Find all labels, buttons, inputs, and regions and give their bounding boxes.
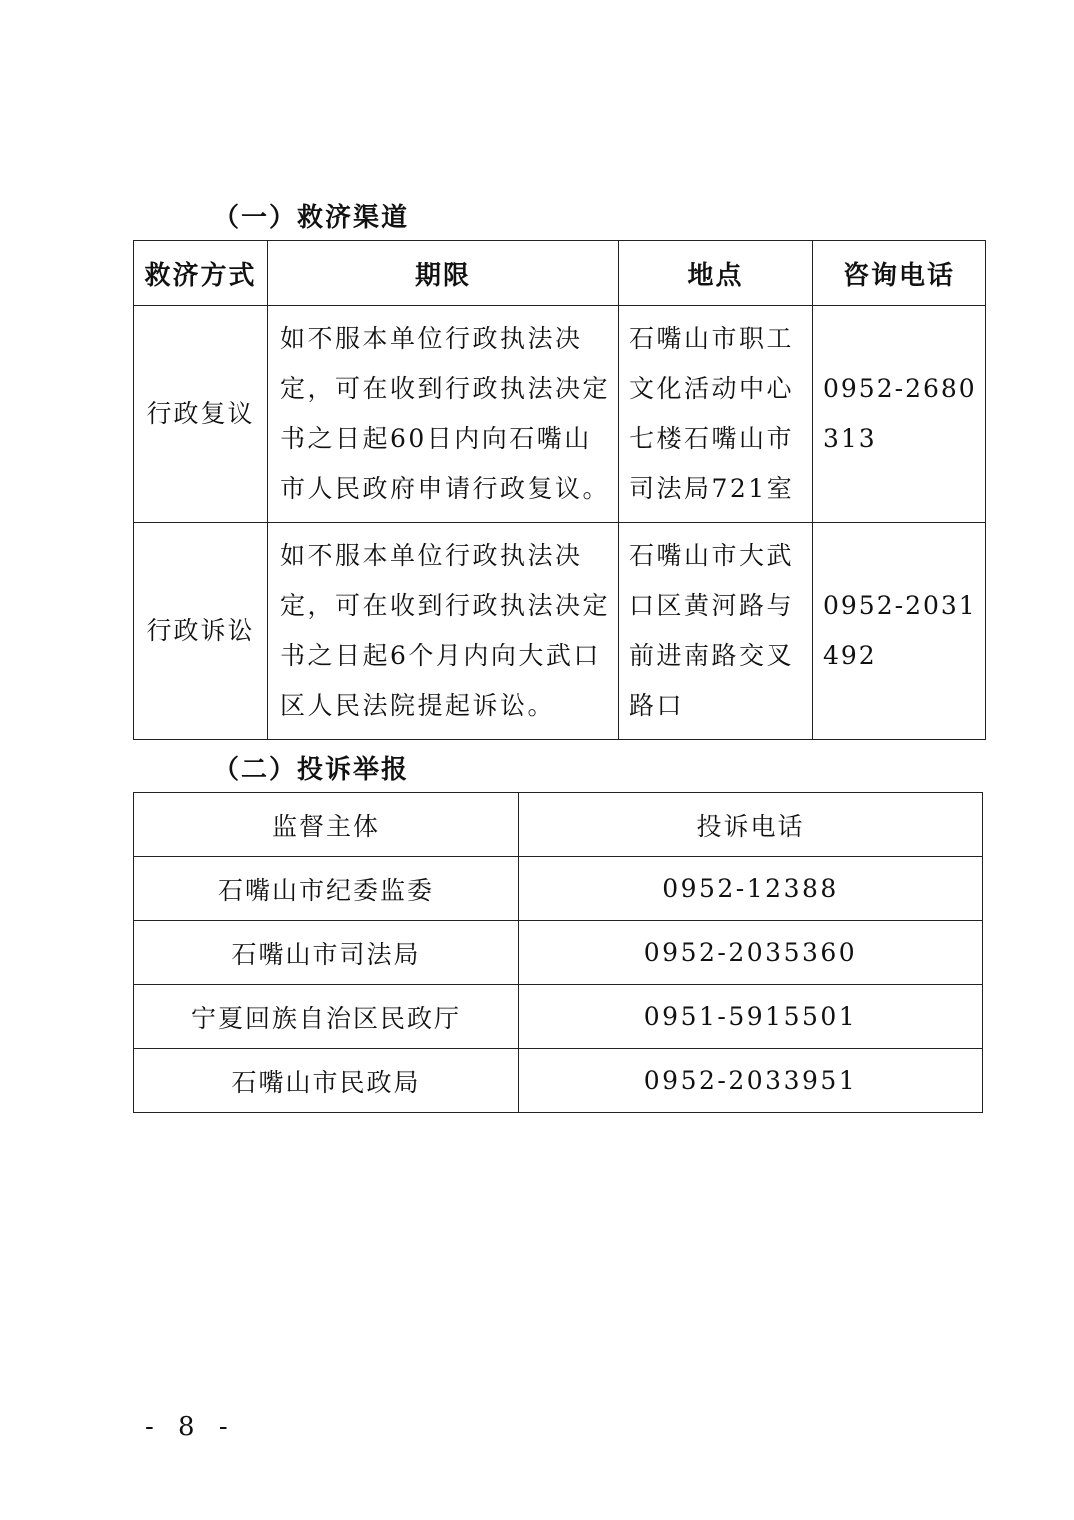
remedy-phone: 0952-2031492 [813, 523, 986, 740]
table-row [134, 857, 983, 921]
column-header-place: 地点 [619, 241, 813, 306]
remedy-place: 石嘴山市职工文化活动中心七楼石嘴山市司法局721室 [619, 306, 813, 523]
table-header-row [134, 793, 983, 857]
page-number: - 8 - [145, 1412, 236, 1442]
remedy-method: 行政诉讼 [134, 523, 268, 740]
remedy-phone: 0952-2680313 [813, 306, 986, 523]
supervisor-name: 石嘴山市司法局 [134, 921, 519, 985]
supervisor-name: 宁夏回族自治区民政厅 [134, 985, 519, 1049]
complaint-phone: 0952-2033951 [519, 1049, 983, 1113]
complaint-table [133, 792, 983, 1113]
remedy-term: 如不服本单位行政执法决定，可在收到行政执法决定书之日起60日内向石嘴山市人民政府申请行政复议。 [268, 306, 619, 523]
table-row [134, 1049, 983, 1113]
remedy-term: 如不服本单位行政执法决定，可在收到行政执法决定书之日起6个月内向大武口区人民法院提起诉讼。 [268, 523, 619, 740]
table-row [134, 306, 986, 523]
column-header-complaint-phone: 投诉电话 [519, 793, 983, 857]
remedy-channels-table [133, 240, 986, 740]
remedy-place: 石嘴山市大武口区黄河路与前进南路交叉路口 [619, 523, 813, 740]
complaint-section-heading: （二）投诉举报 [213, 755, 410, 785]
remedy-section-heading: （一）救济渠道 [213, 203, 410, 233]
column-header-supervisor: 监督主体 [134, 793, 519, 857]
table-row [134, 985, 983, 1049]
supervisor-name: 石嘴山市纪委监委 [134, 857, 519, 921]
complaint-phone: 0951-5915501 [519, 985, 983, 1049]
supervisor-name: 石嘴山市民政局 [134, 1049, 519, 1113]
table-row [134, 921, 983, 985]
table-header-row [134, 241, 986, 306]
table-row [134, 523, 986, 740]
column-header-phone: 咨询电话 [813, 241, 986, 306]
complaint-phone: 0952-12388 [519, 857, 983, 921]
complaint-phone: 0952-2035360 [519, 921, 983, 985]
remedy-method: 行政复议 [134, 306, 268, 523]
column-header-method: 救济方式 [134, 241, 268, 306]
column-header-term: 期限 [268, 241, 619, 306]
